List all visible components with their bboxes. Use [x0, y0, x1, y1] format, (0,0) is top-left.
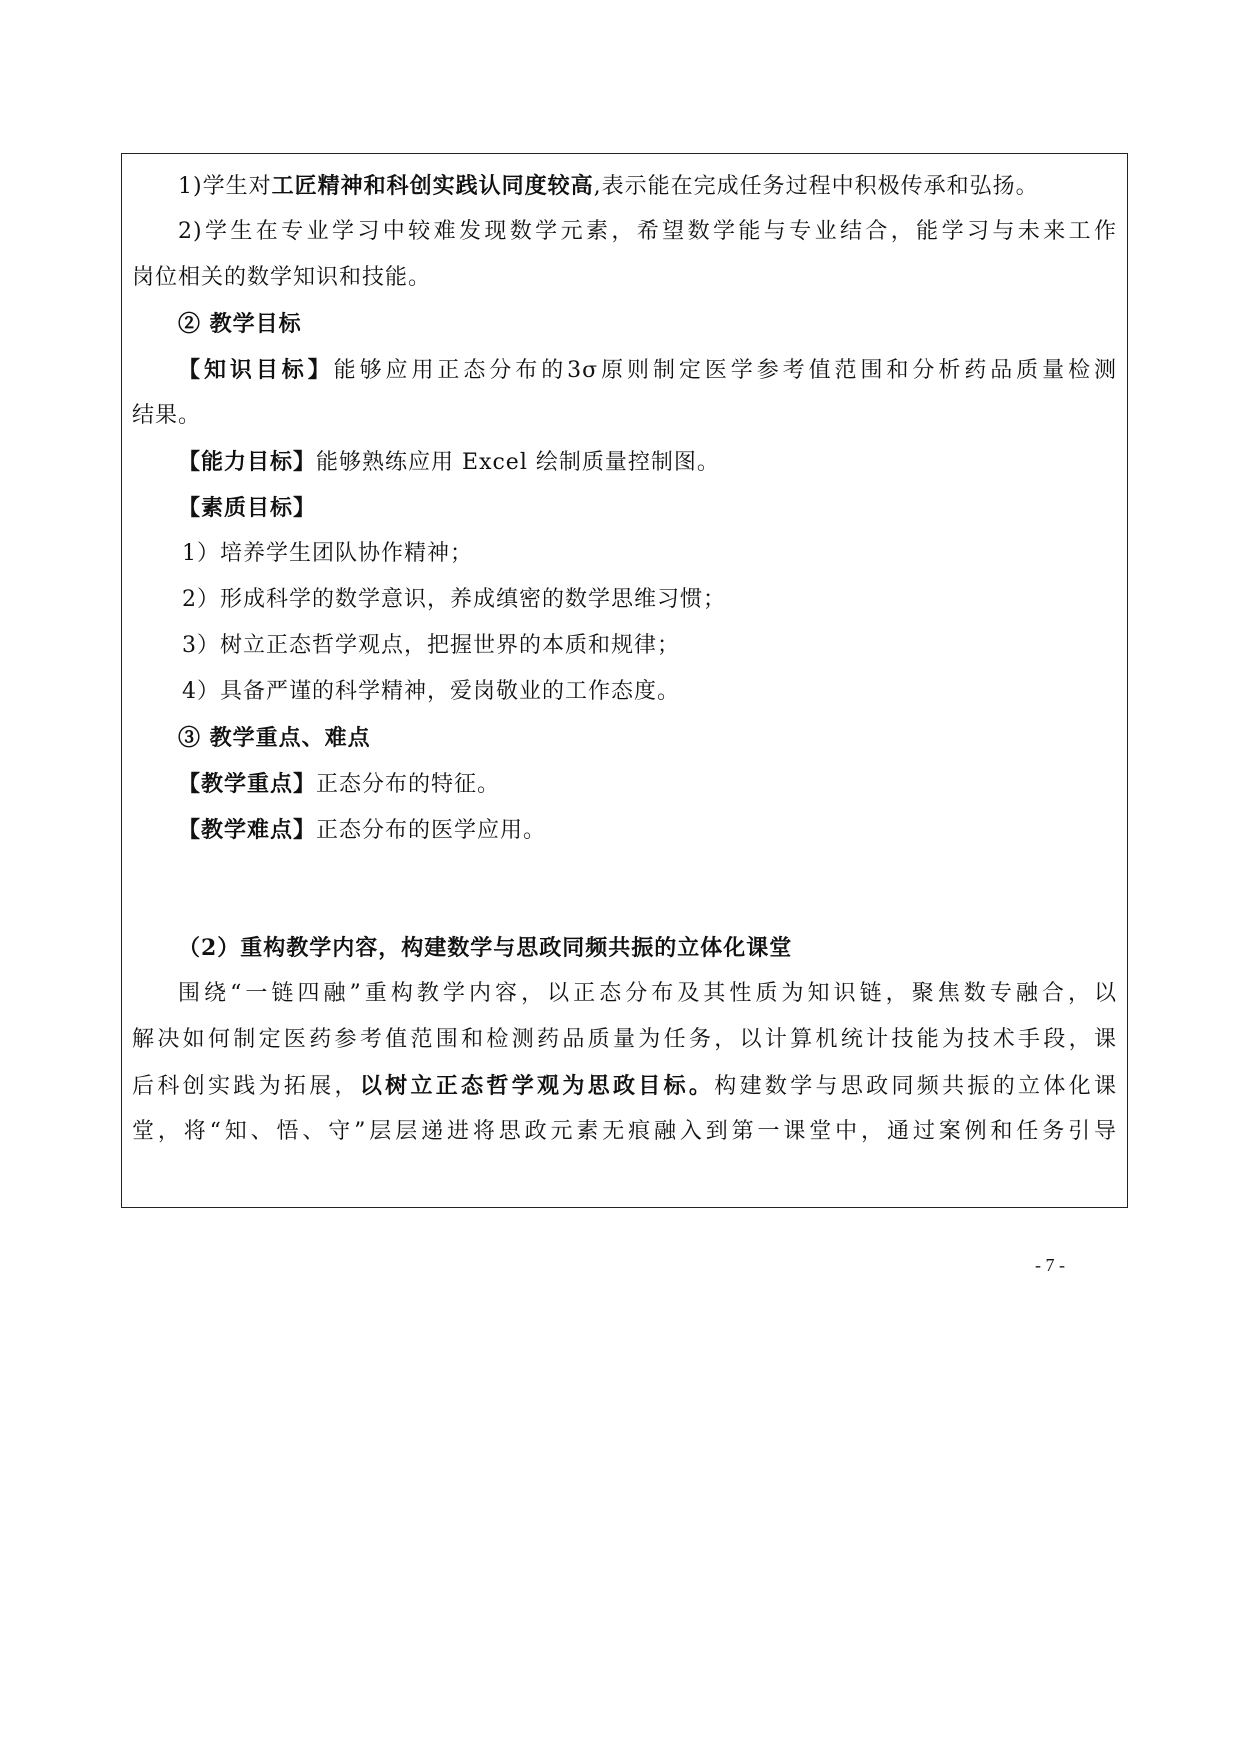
text: 正态分布的医学应用。 — [316, 818, 547, 843]
heading-key-points: ③ 教学重点、难点 — [178, 725, 371, 751]
paragraph-line: 解决如何制定医药参考值范围和检测药品质量为任务，以计算机统计技能为技术手段，课 — [132, 1027, 1117, 1052]
quality-goal-heading: 【素质目标】 — [178, 495, 317, 521]
paragraph-line: 围绕“一链四融”重构教学内容，以正态分布及其性质为知识链，聚焦数专融合，以 — [178, 981, 1117, 1006]
text: 构建数学与思政同频共振的立体化课 — [714, 1074, 1117, 1099]
goal-tag: 【能力目标】 — [178, 449, 317, 475]
paragraph-line: 堂，将“知、悟、守”层层递进将思政元素无痕融入到第一课堂中，通过案例和任务引导 — [132, 1119, 1117, 1144]
situation-2: 2)学生在专业学习中较难发现数学元素，希望数学能与专业结合，能学习与未来工作 — [178, 219, 1117, 244]
text: 正态分布的特征。 — [316, 772, 501, 797]
text: 后科创实践为拓展， — [132, 1074, 360, 1099]
quality-goal-3: 3）树立正态哲学观点，把握世界的本质和规律； — [182, 633, 680, 658]
text: 1)学生对 — [178, 174, 272, 199]
knowledge-goal-cont: 结果。 — [132, 403, 202, 428]
bold-text: 以树立正态哲学观为思政目标。 — [359, 1073, 715, 1099]
text: ,表示能在完成任务过程中积极传承和弘扬。 — [593, 174, 1039, 199]
section-heading: （2）重构教学内容，构建数学与思政同频共振的立体化课堂 — [178, 935, 793, 961]
key-point — [178, 759, 1117, 809]
knowledge-goal — [178, 345, 1117, 395]
heading-teaching-goals: ② 教学目标 — [178, 311, 302, 337]
goal-tag: 【知识目标】 — [178, 357, 334, 383]
difficult-point — [178, 805, 1117, 855]
ability-goal — [178, 437, 1117, 487]
quality-goal-2: 2）形成科学的数学意识，养成缜密的数学思维习惯； — [182, 587, 726, 612]
tag: 【教学难点】 — [178, 817, 317, 843]
bold-text: 工匠精神和科创实践认同度较高 — [271, 173, 594, 199]
quality-goal-4: 4）具备严谨的科学精神，爱岗敬业的工作态度。 — [182, 679, 680, 704]
tag: 【教学重点】 — [178, 771, 317, 797]
paragraph-line — [132, 1061, 1117, 1111]
quality-goal-1: 1）培养学生团队协作精神； — [182, 541, 473, 566]
text: 能够熟练应用 Excel 绘制质量控制图。 — [316, 450, 720, 475]
page-number: - 7 - — [1035, 1255, 1065, 1275]
situation-1 — [178, 161, 1117, 211]
situation-2-cont: 岗位相关的数学知识和技能。 — [132, 265, 432, 290]
document-frame — [121, 153, 1128, 1208]
text: 能够应用正态分布的3σ原则制定医学参考值范围和分析药品质量检测 — [333, 358, 1117, 383]
